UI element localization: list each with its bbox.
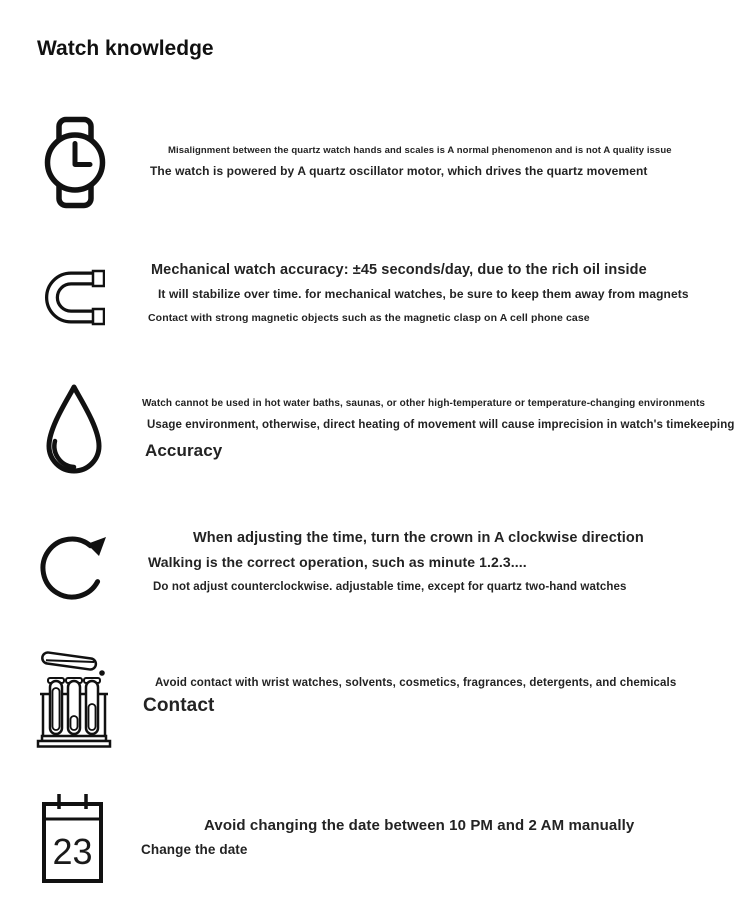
tip-line: Contact with strong magnetic objects such as the magnetic clasp on A cell phone case (148, 312, 590, 324)
tip-line: Avoid contact with wrist watches, solvents, cosmetics, fragrances, detergents, and chemicals (155, 677, 677, 689)
tip-line: Mechanical watch accuracy: ±45 seconds/day, due to the rich oil inside (151, 262, 647, 278)
water-drop-icon (42, 383, 106, 479)
tip-line: Misalignment between the quartz watch hands and scales is A normal phenomenon and is not A quality issue (168, 145, 672, 156)
tip-line: Walking is the correct operation, such as minute 1.2.3.... (148, 554, 527, 570)
magnet-icon (43, 269, 105, 326)
calendar-icon (41, 792, 104, 884)
tip-line: Avoid changing the date between 10 PM and 2 AM manually (204, 817, 635, 834)
tip-line: When adjusting the time, turn the crown in A clockwise direction (193, 530, 644, 546)
wrist-watch-icon (44, 116, 106, 209)
tip-line: It will stabilize over time. for mechanical watches, be sure to keep them away from magnets (158, 287, 689, 301)
tip-line: The watch is powered by A quartz oscillator motor, which drives the quartz movement (150, 164, 648, 178)
tip-line: Do not adjust counterclockwise. adjustable time, except for quartz two-hand watches (153, 581, 627, 593)
page-title: Watch knowledge (37, 37, 214, 60)
tip-line: Usage environment, otherwise, direct heating of movement will cause imprecision in watch's timekeeping (147, 419, 735, 431)
calendar-date-text: 23 (52, 831, 93, 872)
tip-line: Accuracy (145, 441, 223, 460)
chemicals-test-tubes-icon (36, 648, 112, 748)
tip-line: Contact (143, 695, 215, 716)
tip-line: Change the date (141, 842, 248, 857)
clockwise-arrow-icon (38, 524, 110, 606)
tip-line: Watch cannot be used in hot water baths, saunas, or other high-temperature or temperature-changing environments (142, 398, 706, 409)
